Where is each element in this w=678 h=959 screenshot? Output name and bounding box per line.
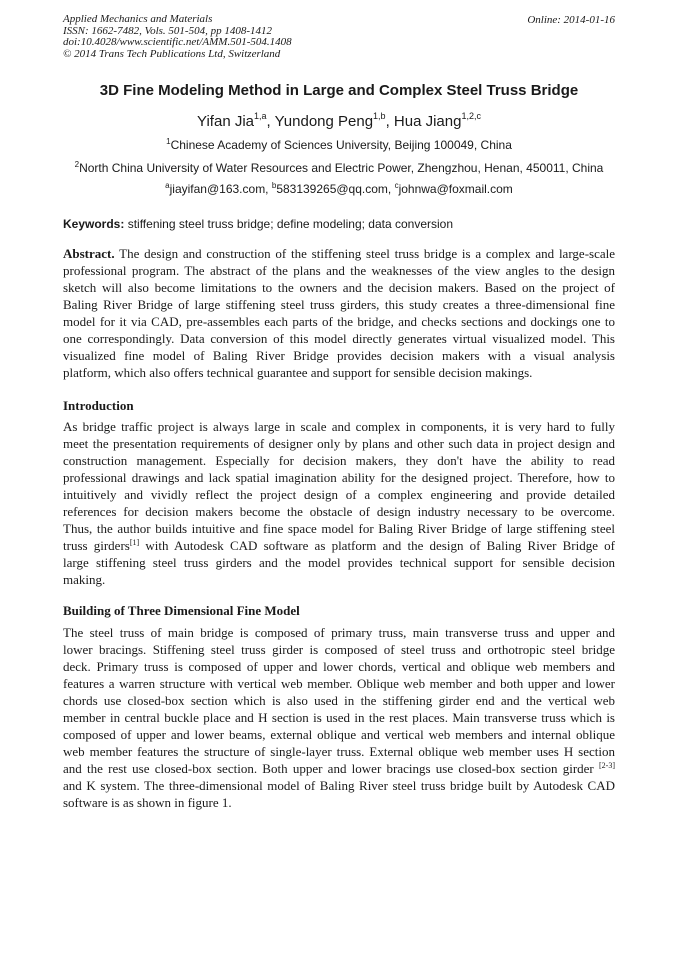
email-text: johnwa@foxmail.com xyxy=(398,182,513,196)
keywords-label: Keywords: xyxy=(63,217,125,231)
online-date: Online: 2014-01-16 xyxy=(527,14,615,26)
cited-text: with Autodesk CAD software as platform and the design of Baling River Bridge of xyxy=(139,538,615,553)
paragraph-line: making. xyxy=(63,572,106,587)
author-separator: , xyxy=(385,113,394,130)
paragraph-line: The steel truss of main bridge is composed of primary truss, main transverse truss and upper and xyxy=(63,625,615,640)
affiliation-text: North China University of Water Resources and Electric Power, Zhengzhou, Henan, 450011, China xyxy=(79,161,604,175)
abstract-line: Baling River Bridge of large stiffening steel truss girders, this study creates a three-dimensional fine xyxy=(63,297,615,312)
abstract-line-text: The design and construction of the stiffening steel truss bridge is a complex and large-scale xyxy=(114,246,615,261)
email-text: jiayifan@163.com, xyxy=(169,182,272,196)
introduction-paragraph xyxy=(63,418,615,588)
paragraph-line: large stiffening steel truss girders and the model provides technical support for sensible decision xyxy=(63,555,615,570)
paragraph-line: Thus, the author builds intuitive and fine space model for Baling River Bridge of large stiffening steel xyxy=(63,521,615,536)
journal-info xyxy=(63,14,292,60)
journal-name: Applied Mechanics and Materials xyxy=(63,13,213,25)
author-list xyxy=(0,113,678,130)
paragraph-line xyxy=(63,760,615,777)
abstract-label: Abstract. xyxy=(63,246,115,261)
author-superscript: 1,2,c xyxy=(461,111,481,121)
citation-marker: [2-3] xyxy=(599,761,615,770)
affiliation-text: Chinese Academy of Sciences University, Beijing 100049, China xyxy=(170,138,512,152)
paper-title: 3D Fine Modeling Method in Large and Complex Steel Truss Bridge xyxy=(99,82,579,99)
affiliation-1 xyxy=(0,138,678,152)
abstract-line: platform, which also offers technical guarantee and support for sensible decision makings. xyxy=(63,365,533,380)
author-name: Hua Jiang xyxy=(393,113,462,130)
affiliation-superscript: 1 xyxy=(166,137,171,146)
paragraph-line: member in central buckle place and H section is used in the rest places. Main transverse truss which is xyxy=(63,710,615,725)
journal-copyright: © 2014 Trans Tech Publications Ltd, Switzerland xyxy=(63,47,281,60)
paragraph-line: As bridge traffic project is always large in scale and complex in components, it is very hard to fully xyxy=(63,419,615,434)
email-superscript: c xyxy=(394,181,399,190)
building-paragraph xyxy=(63,624,615,811)
email-superscript: a xyxy=(165,181,170,190)
paragraph-line: lower bracings. Stiffening steel truss girder is composed of steel truss and orthotropic steel bridge xyxy=(63,642,615,657)
affiliation-2 xyxy=(0,161,678,175)
paragraph-line: intuitively and vividly reflect the project design of a complex engineering and provide detailed xyxy=(63,487,615,502)
author-separator: , xyxy=(266,113,275,130)
paragraph-line: chords use closed-box section which is also used in the stiffening girder end and the vertical web xyxy=(63,693,615,708)
abstract-line: one correspondingly. Data conversion of this model directly generates virtual visualized model. This xyxy=(63,331,615,346)
abstract xyxy=(63,245,615,381)
abstract-line xyxy=(63,245,615,262)
keywords-text: stiffening steel truss bridge; define modeling; data conversion xyxy=(124,217,453,231)
paragraph-line: web member features the structure of single-layer truss. External oblique web member uses H section xyxy=(63,744,615,759)
abstract-line: professional program. The abstract of the plans and the weaknesses of the view angles to the design xyxy=(63,263,615,278)
section-heading-introduction: Introduction xyxy=(63,398,134,413)
paragraph-line: software is as shown in figure 1. xyxy=(63,795,232,810)
citation-marker: [1] xyxy=(129,538,140,547)
paragraph-line: construction management. Especially for decision makers, they don't have the ability to read xyxy=(63,453,615,468)
paragraph-line: professional drawings and lack spatial imagination ability for the designed project. Therefore, how to xyxy=(63,470,615,485)
paragraph-line: deck. Primary truss is composed of upper and lower chords, vertical and oblique web members and xyxy=(63,659,615,674)
email-superscript: b xyxy=(271,181,277,190)
abstract-line: sketch will also become limitations to the owners and the decision makers. Based on the project of xyxy=(63,280,615,295)
email-text: 583139265@qq.com, xyxy=(276,182,395,196)
author-name: Yifan Jia xyxy=(197,113,255,130)
email-list xyxy=(0,182,678,196)
section-heading-building: Building of Three Dimensional Fine Model xyxy=(63,603,300,618)
journal-issn: ISSN: 1662-7482, Vols. 501-504, pp 1408-1412 xyxy=(63,24,272,37)
journal-doi: doi:10.4028/www.scientific.net/AMM.501-504.1408 xyxy=(63,36,292,48)
paragraph-line: meet the presentation requirements of designer only by plans and other such data in project design and xyxy=(63,436,615,451)
cited-text: and the rest use closed-box section. Both upper and lower bracings use closed-box section girder xyxy=(63,761,599,776)
paragraph-line xyxy=(63,537,615,554)
cited-text: truss girders xyxy=(63,538,130,553)
author-superscript: 1,a xyxy=(254,111,267,121)
keywords xyxy=(63,217,615,231)
author-name: Yundong Peng xyxy=(274,113,374,130)
affiliation-superscript: 2 xyxy=(74,160,80,169)
abstract-line: visualized fine model of Baling River Bridge provides decision makers with a visual analysis xyxy=(63,348,615,363)
paragraph-line: features a warren structure with vertical web member. Oblique web member and both upper and lower xyxy=(63,676,615,691)
paragraph-line: references for decision makers become the obstacle of design industry necessary to be overcome. xyxy=(63,504,615,519)
author-superscript: 1,b xyxy=(373,111,386,121)
abstract-line: model for it via CAD, pre-assembles each parts of the bridge, and checks sections and dockings one to xyxy=(63,314,615,329)
paragraph-line: and K system. The three-dimensional model of Baling River steel truss bridge built by Autodesk CAD xyxy=(63,778,615,793)
paragraph-line: composed of upper and lower beams, external oblique and vertical web members and internal oblique xyxy=(63,727,615,742)
